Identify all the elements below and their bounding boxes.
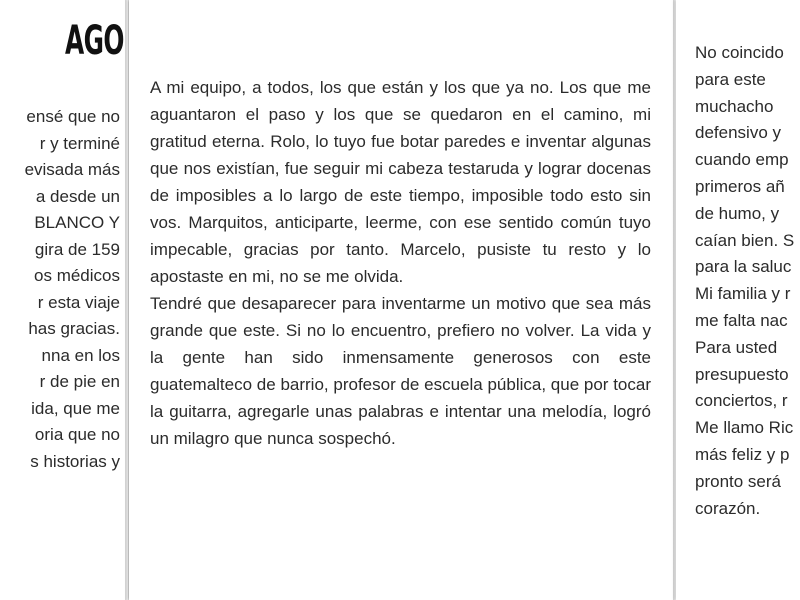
left-text-line: r y terminé [39,133,120,153]
left-text-line: s historias y [30,451,120,471]
center-page [129,0,673,600]
paragraph-acknowledgments: A mi equipo, a todos, los que están y los que ya no. Los que me aguantaron el paso y los que se quedaron en el camino, mi gratitud eterna. Rolo, lo tuyo fue botar paredes e inventar algunas que nos existían, fue seguir mi cabeza testaruda y lograr docenas de imposibles a lo largo de este tiempo, imposible todo esto sin vos. Marquitos, anticiparte, leerme, con ese sentido común tuyo impecable, gracias por tanto. Marcelo, pusiste tu resto y lo apostaste en mi, no se me olvida. [150,78,651,286]
right-text-line: presupuesto [695,364,789,384]
right-page [676,0,800,600]
right-page-text [695,40,794,522]
left-text-line: nna en los [41,345,120,365]
right-text-line: Me llamo Ric [695,418,794,438]
right-text-line: No coincido [695,43,784,62]
left-text-line: r de pie en [39,372,120,391]
right-text-line: corazón. [695,498,761,518]
left-text-line: ida, que me [31,398,120,418]
paragraph-closing: Tendré que desaparecer para inventarme un motivo que sea más grande que este. Si no lo encuentro, prefiero no volver. La vida y la gente han sido inmensamente generosos con este guatemalteco de barrio, profesor de escuela pública, que por tocar la guitarra, agregarle unas palabras e intentar una melodía, logró un milagro que nunca sospechó. [150,294,651,448]
left-text-line: os médicos [34,266,120,285]
right-text-line: Para usted [695,337,778,357]
left-text-line: ensé que no [26,107,120,126]
right-text-line: defensivo y [695,123,781,143]
right-text-line: me falta nac [695,310,788,330]
right-text-line: de humo, y [695,203,780,223]
left-text-line: has gracias. [28,319,120,338]
left-page-heading: AGO [65,18,124,64]
left-text-line: BLANCO Y [34,213,120,232]
right-text-line: muchacho [695,96,774,116]
left-text-line: oria que no [34,425,120,444]
right-text-line: para la saluc [695,257,792,277]
left-page-text [25,104,120,475]
page-gutter [125,0,128,600]
left-text-line: gira de 159 [34,239,120,259]
left-text-line: a desde un [35,186,120,206]
right-text-line: cuando emp [695,150,789,170]
center-page-text [150,74,651,452]
left-text-line: r esta viaje [37,292,120,312]
right-text-line: conciertos, r [695,391,788,411]
right-text-line: más feliz y p [695,444,790,464]
right-text-line: pronto será [695,471,781,491]
right-text-line: Mi familia y r [695,284,791,304]
left-text-line: evisada más [24,160,120,179]
right-text-line: caían bien. S [695,230,795,250]
left-page [0,0,128,600]
right-text-line: primeros añ [695,176,785,196]
right-text-line: para este [695,69,766,89]
